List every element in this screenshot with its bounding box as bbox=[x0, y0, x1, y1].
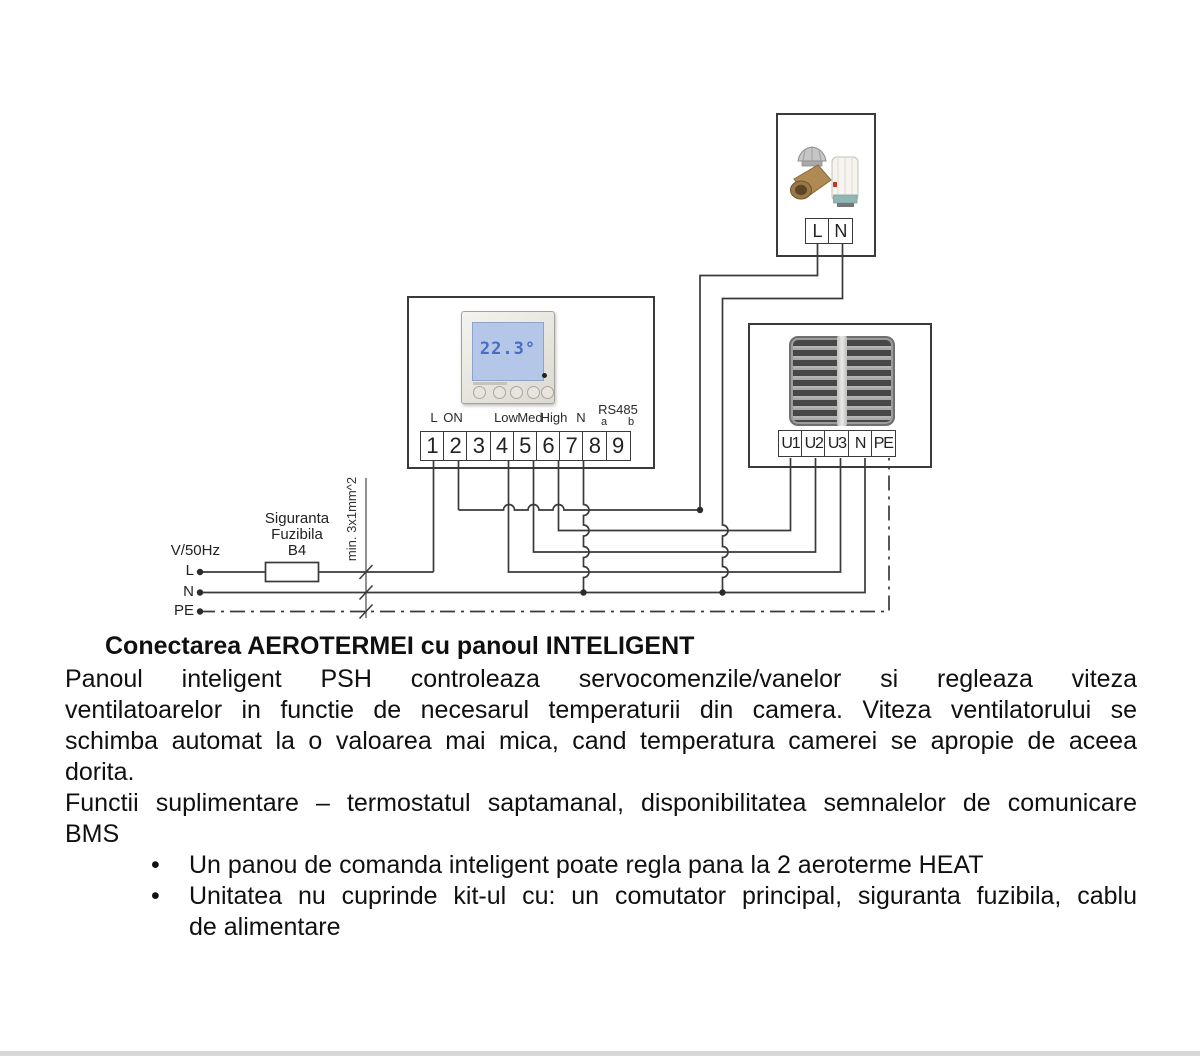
valve-actuator-icon bbox=[788, 145, 864, 213]
thermostat-button bbox=[541, 386, 554, 399]
thermostat-display: 22.3° bbox=[479, 339, 537, 359]
valve-shapes bbox=[791, 147, 859, 207]
label-rs485-b: b bbox=[627, 416, 635, 428]
bullet-icon: • bbox=[151, 882, 160, 910]
thermostat-led bbox=[542, 373, 547, 378]
label-terminal-n: N bbox=[576, 410, 586, 425]
fan-terminal-pe: PE bbox=[871, 430, 896, 457]
fuse-label-line2: Fuzibila bbox=[271, 526, 323, 543]
list-item bbox=[65, 881, 1137, 943]
cable-spec-label: min. 3x1mm^2 bbox=[344, 476, 359, 562]
paragraph-1 bbox=[65, 664, 1137, 788]
thermostat-terminal-2: 2 bbox=[443, 431, 468, 461]
page-edge bbox=[0, 1051, 1200, 1056]
paragraph-line: dorita. bbox=[65, 758, 135, 786]
thermostat-button bbox=[473, 386, 486, 399]
valve-terminal-strip bbox=[805, 218, 853, 244]
paragraph-line: Panoul inteligent PSH controleaza servocomenzile/vanelor si regleaza viteza bbox=[65, 665, 1137, 693]
paragraph-line: schimba automat la o valoarea mai mica, cand temperatura camerei se apropie de aceea bbox=[65, 727, 1137, 755]
bullet-icon: • bbox=[151, 851, 160, 879]
label-supply-voltage: V/50Hz bbox=[170, 542, 220, 559]
thermostat-button bbox=[527, 386, 540, 399]
label-line-n: N bbox=[183, 583, 194, 600]
fan-terminal-u1: U1 bbox=[778, 430, 803, 457]
thermostat-terminal-strip bbox=[420, 431, 631, 461]
fan-grille-strap bbox=[837, 336, 847, 426]
page-title: Conectarea AEROTERMEI cu panoul INTELIGENT bbox=[105, 632, 695, 660]
label-terminal-med: Med bbox=[517, 410, 543, 425]
label-terminal-l: L bbox=[430, 410, 438, 425]
text-block bbox=[65, 631, 1137, 943]
valve-terminal-n: N bbox=[828, 218, 853, 244]
fan-terminal-n: N bbox=[848, 430, 873, 457]
thermostat-terminal-3: 3 bbox=[466, 431, 491, 461]
thermostat-button bbox=[510, 386, 523, 399]
bullet-list bbox=[65, 850, 1137, 943]
label-rs485: RS485 bbox=[598, 402, 638, 417]
fan-terminal-u3: U3 bbox=[824, 430, 849, 457]
wire-row-a bbox=[459, 505, 701, 511]
paragraph-line: Functii suplimentare – termostatul saptamanal, disponibilitatea semnalelor de comunicare bbox=[65, 789, 1137, 817]
thermostat-screen bbox=[472, 322, 544, 381]
thermostat-brand-bar bbox=[473, 382, 507, 385]
fuse-label bbox=[247, 511, 347, 559]
thermostat-terminal-6: 6 bbox=[536, 431, 561, 461]
label-line-pe: PE bbox=[173, 602, 194, 619]
thermostat-terminal-5: 5 bbox=[513, 431, 538, 461]
valve-terminal-l: L bbox=[805, 218, 830, 244]
bullet-text: Unitatea nu cuprinde kit-ul cu: un comutator principal, siguranta fuzibila, cablu bbox=[189, 882, 1137, 910]
bullet-text: Un panou de comanda inteligent poate regla pana la 2 aeroterme HEAT bbox=[189, 851, 984, 879]
label-rs485-a: a bbox=[600, 416, 608, 428]
thermostat-icon bbox=[461, 311, 555, 404]
label-terminal-on: ON bbox=[443, 410, 463, 425]
thermostat-terminal-4: 4 bbox=[490, 431, 515, 461]
fuse-label-line3: B4 bbox=[287, 542, 307, 559]
fan-terminal-u2: U2 bbox=[801, 430, 826, 457]
list-item bbox=[65, 850, 1137, 881]
label-line-l: L bbox=[185, 562, 194, 579]
paragraph-line: ventilatoarelor in functie de necesarul temperaturii din camera. Viteza ventilatorului se bbox=[65, 696, 1137, 724]
paragraph-2 bbox=[65, 788, 1137, 850]
thermostat-terminal-8: 8 bbox=[582, 431, 607, 461]
bullet-text: de alimentare bbox=[189, 913, 341, 941]
label-terminal-high: High bbox=[540, 410, 568, 425]
thermostat-terminal-1: 1 bbox=[420, 431, 445, 461]
label-terminal-low: Low bbox=[494, 410, 518, 425]
fan-terminal-strip bbox=[778, 430, 896, 457]
thermostat-terminal-7: 7 bbox=[559, 431, 584, 461]
thermostat-terminal-9: 9 bbox=[606, 431, 631, 461]
paragraph-line: BMS bbox=[65, 820, 120, 848]
fuse-symbol bbox=[266, 563, 319, 582]
fuse-label-line1: Siguranta bbox=[264, 510, 330, 527]
wire-med-u2 bbox=[534, 458, 816, 552]
thermostat-button bbox=[493, 386, 506, 399]
fan-grille-icon bbox=[789, 336, 895, 426]
